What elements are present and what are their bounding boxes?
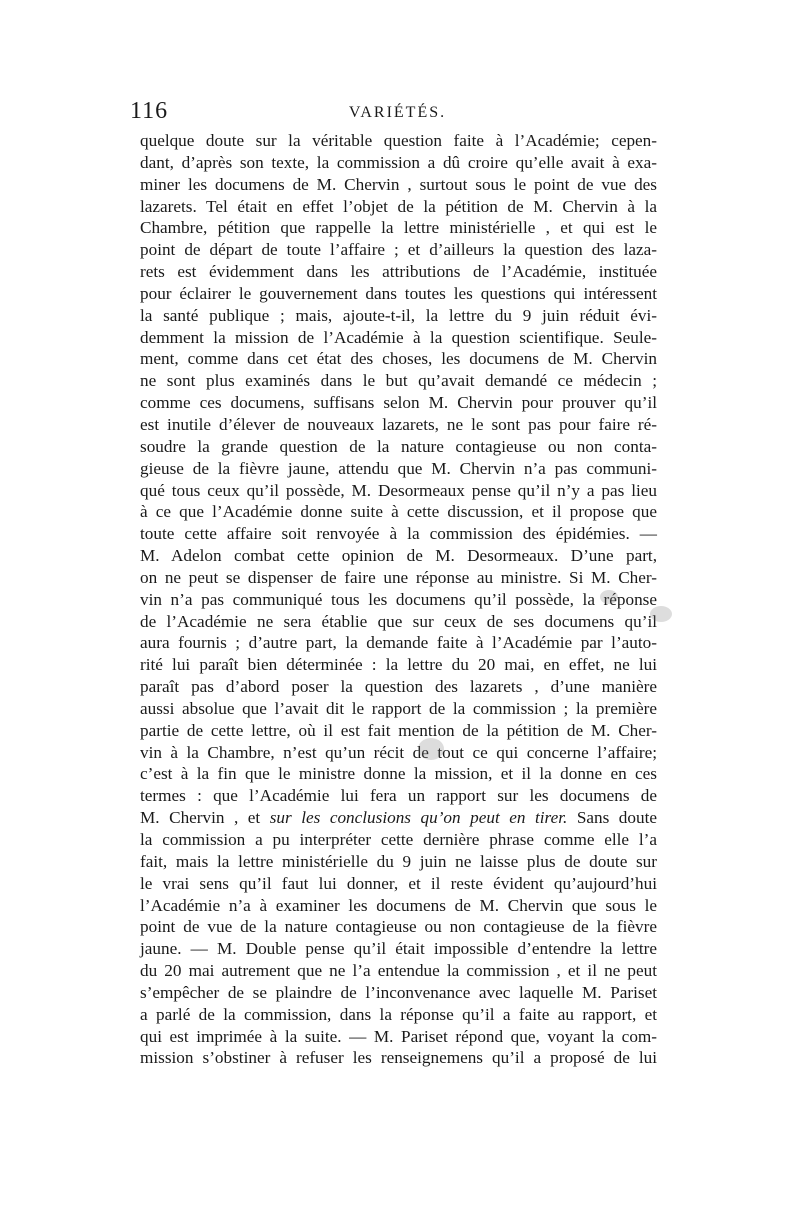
text-line: ment, comme dans cet état des choses, les documens de M. Chervin xyxy=(140,349,657,369)
text-line: point de vue de la nature contagieuse ou non contagieuse de la fièvre xyxy=(140,917,657,937)
text-line: aussi absolue que l’avait dit le rapport de la commission ; la première xyxy=(140,698,657,718)
ink-smudge xyxy=(650,606,672,622)
ink-smudge xyxy=(600,590,618,604)
text-line: vin à la Chambre, n’est qu’un récit de tout ce qui concerne l’affaire; xyxy=(140,742,657,762)
text-line: demment la mission de l’Académie à la question scientifique. Seule- xyxy=(140,327,657,347)
text-segment: M. Chervin , et xyxy=(140,808,270,828)
body-text xyxy=(140,130,657,1069)
text-line: a parlé de la commission, dans la réponse qu’il a faite au rapport, et xyxy=(140,1004,657,1024)
text-line: rets est évidemment dans les attributions de l’Académie, instituée xyxy=(140,262,657,282)
text-line-mixed xyxy=(140,807,657,829)
text-line: lazarets. Tel était en effet l’objet de la pétition de M. Chervin à la xyxy=(140,196,657,216)
text-line: point de départ de toute l’affaire ; et d’ailleurs la question des laza- xyxy=(140,240,657,260)
ink-smudge xyxy=(418,738,444,760)
text-line: Chambre, pétition que rappelle la lettre ministérielle , et qui est le xyxy=(140,218,657,238)
text-line: du 20 mai autrement que ne l’a entendue la commission , et il ne peut xyxy=(140,961,657,981)
text-line: comme ces documens, suffisans selon M. Chervin pour prouver qu’il xyxy=(140,393,657,413)
text-line: jaune. — M. Double pense qu’il était impossible d’entendre la lettre xyxy=(140,939,657,959)
text-line: dant, d’après son texte, la commission a dû croire qu’elle avait à exa- xyxy=(140,152,657,172)
text-line: à ce que l’Académie donne suite à cette discussion, et il propose que xyxy=(140,502,657,522)
text-line: qué tous ceux qu’il possède, M. Desormeaux pense qu’il n’y a pas lieu xyxy=(140,480,657,500)
text-line: fait, mais la lettre ministérielle du 9 juin ne laisse plus de doute sur xyxy=(140,851,657,871)
running-head: VARIÉTÉS. xyxy=(348,104,447,121)
text-line: rité lui paraît bien déterminée : la lettre du 20 mai, en effet, ne lui xyxy=(140,655,657,675)
text-line: ne sont plus examinés dans le but qu’avait demandé ce médecin ; xyxy=(140,371,657,391)
text-line: quelque doute sur la véritable question faite à l’Académie; cepen- xyxy=(140,131,657,150)
text-line: la commission a pu interpréter cette dernière phrase comme elle l’a xyxy=(140,830,657,849)
text-line: partie de cette lettre, où il est fait mention de la pétition de M. Cher- xyxy=(140,720,657,740)
text-line: termes : que l’Académie lui fera un rapport sur les documens de xyxy=(140,786,657,806)
text-line: qui est imprimée à la suite. — M. Pariset répond que, voyant la com- xyxy=(140,1026,657,1046)
page-number: 116 xyxy=(130,98,169,124)
text-line: gieuse de la fièvre jaune, attendu que M. Chervin n’a pas communi- xyxy=(140,458,657,478)
italic-phrase: sur les conclusions qu’on peut en tirer. xyxy=(269,808,568,828)
text-line: de l’Académie ne sera établie que sur ceux de ses documens qu’il xyxy=(140,611,657,631)
text-line: pour éclairer le gouvernement dans toutes les questions qui intéressent xyxy=(140,283,657,303)
text-line: la santé publique ; mais, ajoute-t-il, la lettre du 9 juin réduit évi- xyxy=(140,305,657,325)
text-line: mission s’obstiner à refuser les renseignemens qu’il a proposé de lui xyxy=(140,1048,657,1068)
text-line: aura fournis ; d’autre part, la demande faite à l’Académie par l’auto- xyxy=(140,633,657,653)
text-line: on ne peut se dispenser de faire une réponse au ministre. Si M. Cher- xyxy=(140,567,657,587)
text-line: s’empêcher de se plaindre de l’inconvenance avec laquelle M. Pariset xyxy=(140,982,657,1002)
text-line: est inutile d’élever de nouveaux lazarets, ne le sont pas pour faire ré- xyxy=(140,414,657,434)
text-line: le vrai sens qu’il faut lui donner, et il reste évident qu’aujourd’hui xyxy=(140,873,657,893)
text-line: toute cette affaire soit renvoyée à la commission des épidémies. — xyxy=(140,524,657,544)
text-line: M. Adelon combat cette opinion de M. Desormeaux. D’une part, xyxy=(140,546,657,566)
text-line: soudre la grande question de la nature contagieuse ou non conta- xyxy=(140,436,657,456)
text-line: c’est à la fin que le ministre donne la mission, et il la donne en ces xyxy=(140,764,657,784)
text-line: paraît pas d’abord poser la question des lazarets , d’une manière xyxy=(140,677,657,697)
text-line: l’Académie n’a à examiner les documens de M. Chervin que sous le xyxy=(140,895,657,915)
text-segment: Sans doute xyxy=(567,808,657,828)
page-header xyxy=(130,98,665,126)
text-line: vin n’a pas communiqué tous les documens qu’il possède, la réponse xyxy=(140,589,657,609)
text-line: miner les documens de M. Chervin , surtout sous le point de vue des xyxy=(140,174,657,194)
